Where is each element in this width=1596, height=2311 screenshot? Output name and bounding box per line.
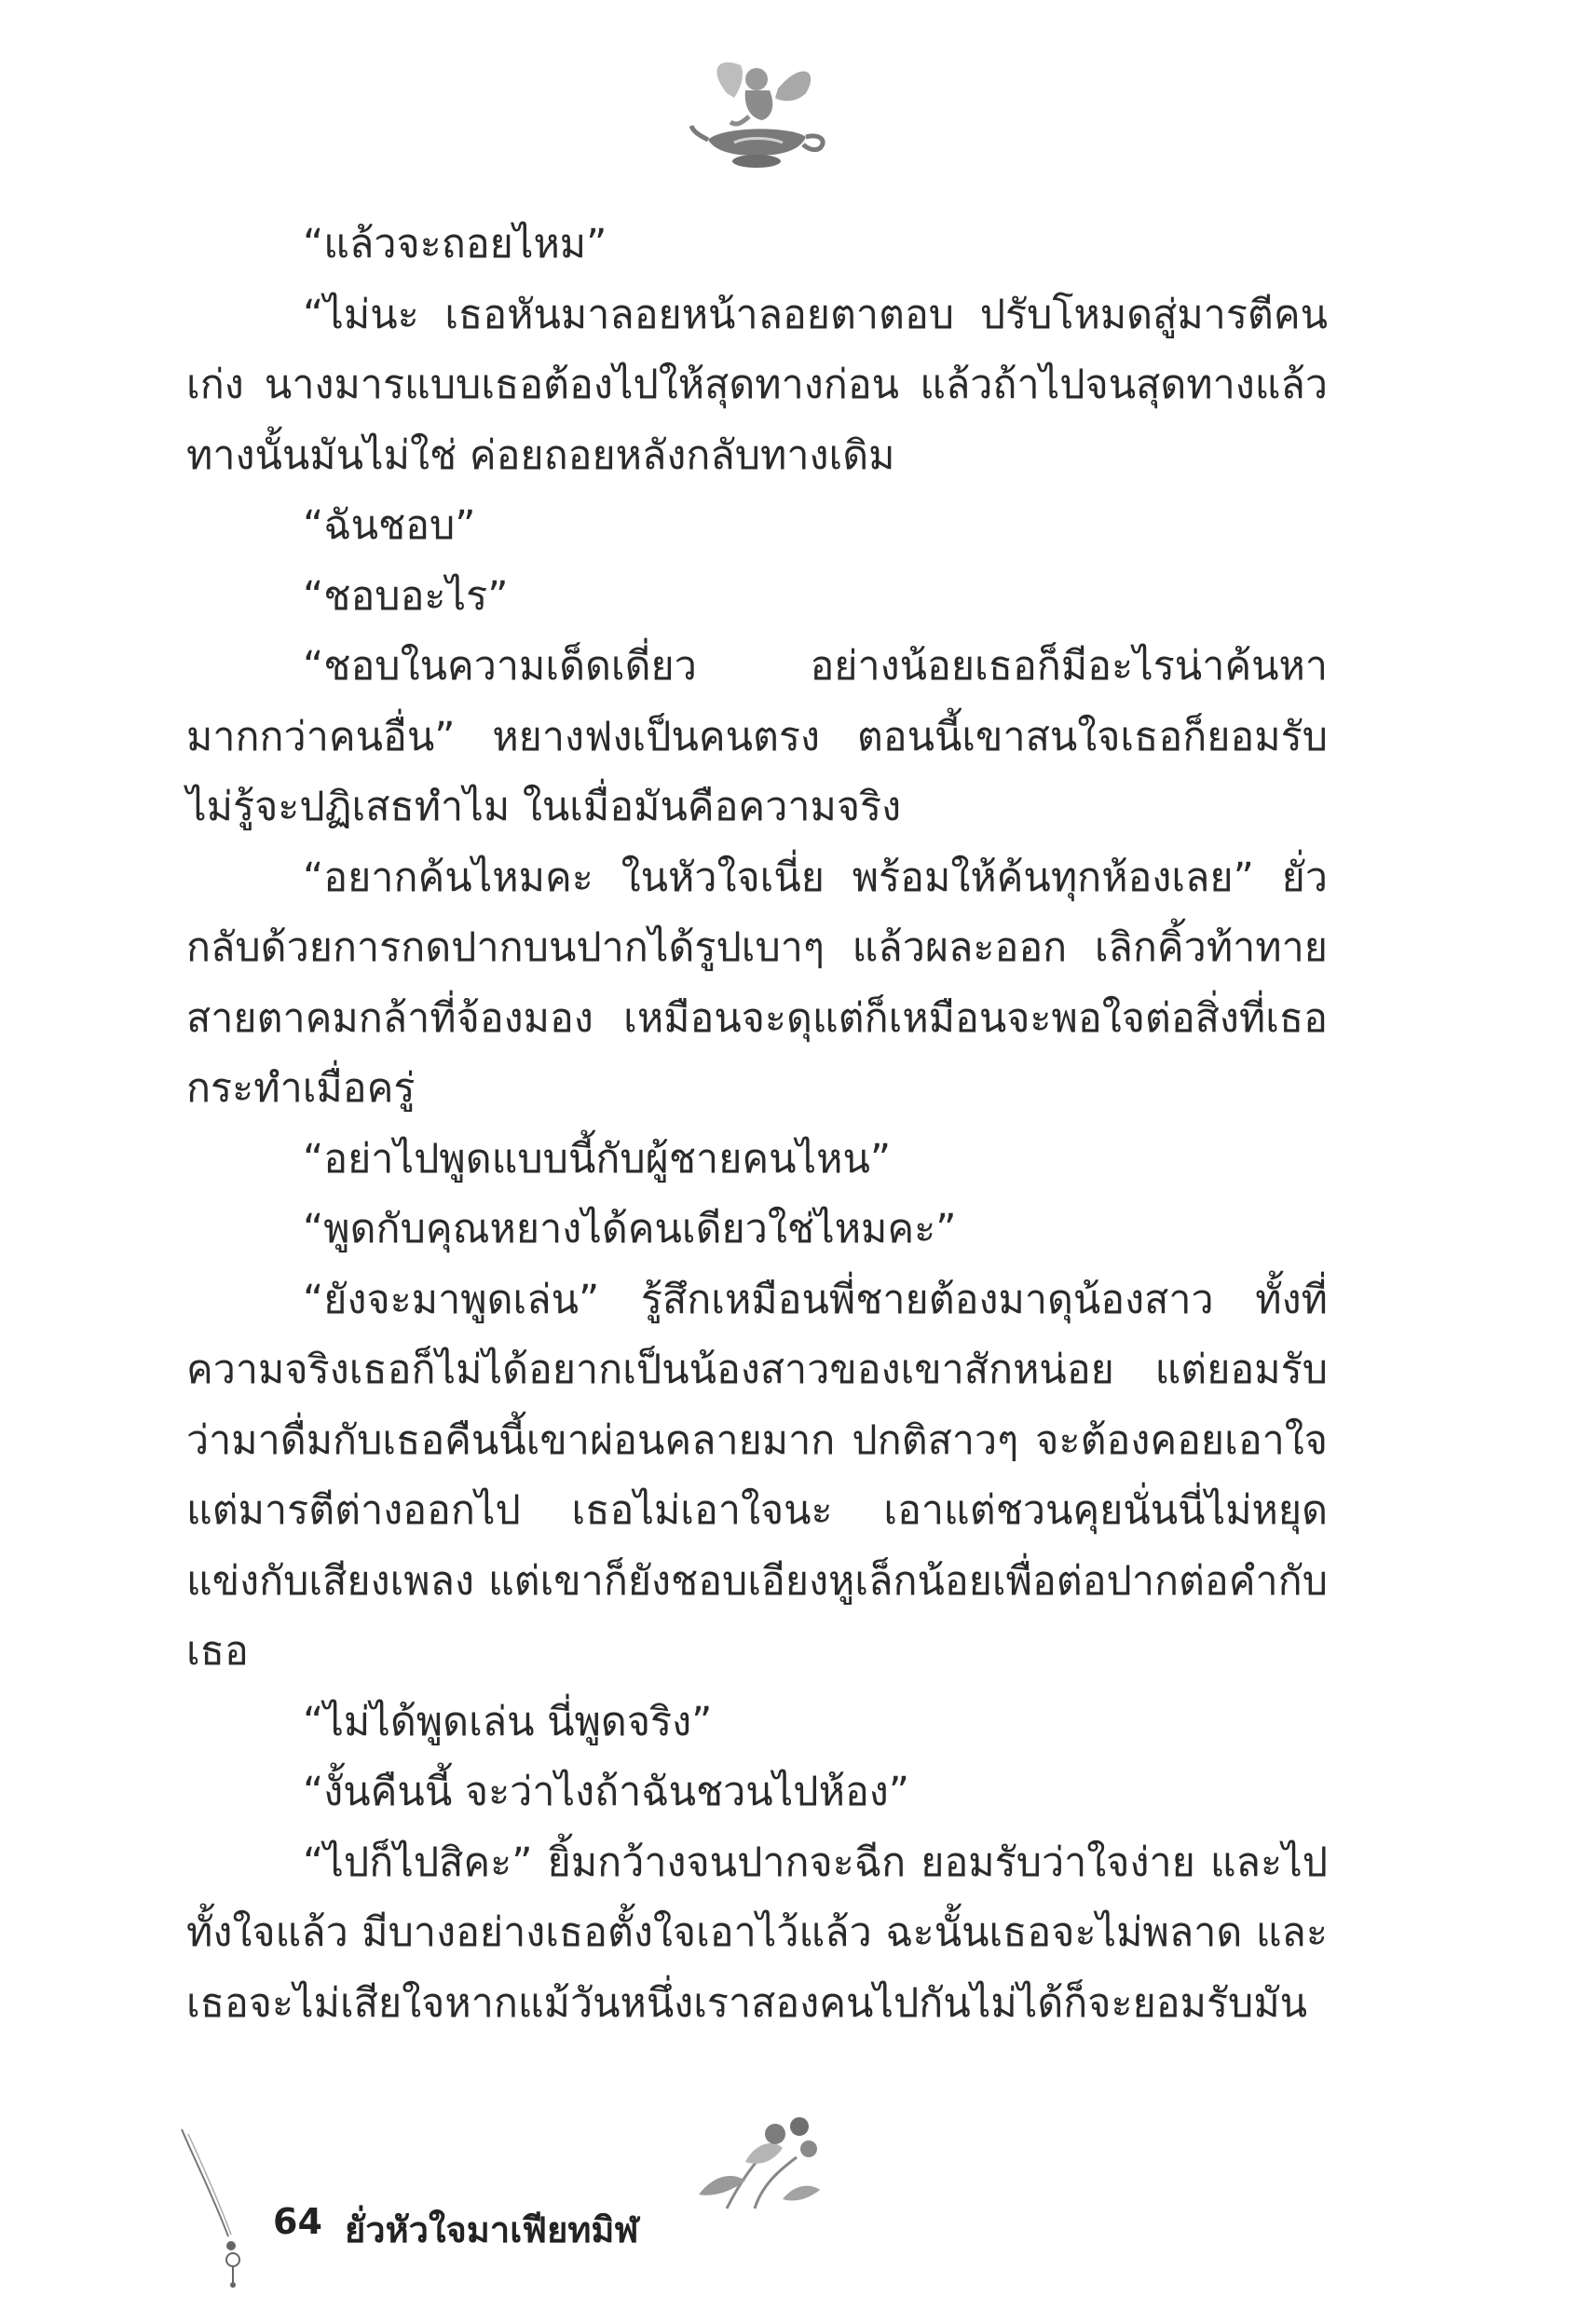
hanging-charm-icon xyxy=(177,2125,261,2292)
paragraph: “พูดกับคุณหยางได้คนเดียวใช่ไหมคะ” xyxy=(303,1206,957,1252)
paragraph: “ฉันชอบ” xyxy=(303,502,476,549)
paragraph: “ยังจะมาพูดเล่น” รู้สึกเหมือนพี่ชายต้องมาดุน้องสาว ทั้งที่ความจริงเธอก็ไม่ได้อยากเป็นน้องสาวของเขาสักหน่อย แต่ยอมรับว่ามาดื่มกับเธอคืนนี้เขาผ่อนคลายมาก ปกติสาวๆ จะต้องคอยเอาใจ แต่มารตีต่างออกไป เธอไม่เอาใจนะ เอาแต่ชวนคุยนั่นนี่ไม่หยุด แข่งกับเสียงเพลง แต่เขาก็ยังชอบเอียงหูเล็กน้อยเพื่อต่อปากต่อคำกับเธอ xyxy=(186,1276,1328,1675)
paragraph: “อยากค้นไหมคะ ในหัวใจเนี่ย พร้อมให้ค้นทุกห้องเลย” ยั่วกลับด้วยการกดปากบนปากได้รูปเบาๆ แล้วผละออก เลิกคิ้วท้าทายสายตาคมกล้าที่จ้องมอง เหมือนจะดุแต่ก็เหมือนจะพอใจต่อสิ่งที่เธอกระทำเมื่อครู่ xyxy=(186,854,1328,1112)
paragraph: “ไม่ได้พูดเล่น นี่พูดจริง” xyxy=(303,1698,713,1745)
paragraph: “งั้นคืนนี้ จะว่าไงถ้าฉันชวนไปห้อง” xyxy=(303,1769,910,1815)
paragraph: “ชอบอะไร” xyxy=(303,572,509,620)
cherub-on-lamp-icon xyxy=(689,51,829,177)
paragraph: “ชอบในความเด็ดเดี่ยว อย่างน้อยเธอก็มีอะไรน่าค้นหามากกว่าคนอื่น” หยางฟงเป็นคนตรง ตอนนี้เขาสนใจเธอก็ยอมรับ ไม่รู้จะปฏิเสธทำไม ในเมื่อมันคือความจริง xyxy=(186,643,1328,830)
paragraph: “ไปก็ไปสิคะ” ยิ้มกว้างจนปากจะฉีก ยอมรับว่าใจง่าย และไปทั้งใจแล้ว มีบางอย่างเธอตั้งใจเอาไว้แล้ว ฉะนั้นเธอจะไม่พลาด และเธอจะไม่เสียใจหากแม้วันหนึ่งเราสองคนไปกันไม่ได้ก็จะยอมรับมัน xyxy=(186,1839,1328,2027)
body-text xyxy=(186,210,1328,2039)
page-footer xyxy=(168,2115,727,2302)
page-number: 64 xyxy=(273,2201,322,2242)
paragraph: “แล้วจะถอยไหม” xyxy=(303,221,607,267)
paragraph: “ไม่นะ เธอหันมาลอยหน้าลอยตาตอบ ปรับโหมดสู่มารตีคนเก่ง นางมารแบบเธอต้องไปให้สุดทางก่อน แล้วถ้าไปจนสุดทางแล้วทางนั้นมันไม่ใช่ ค่อยถอยหลังกลับทางเดิม xyxy=(186,291,1328,479)
book-title: ยั่วหัวใจมาเฟียทมิฬ xyxy=(345,2209,639,2250)
paragraph: “อย่าไปพูดแบบนี้กับผู้ชายคนไหน” xyxy=(303,1135,892,1183)
